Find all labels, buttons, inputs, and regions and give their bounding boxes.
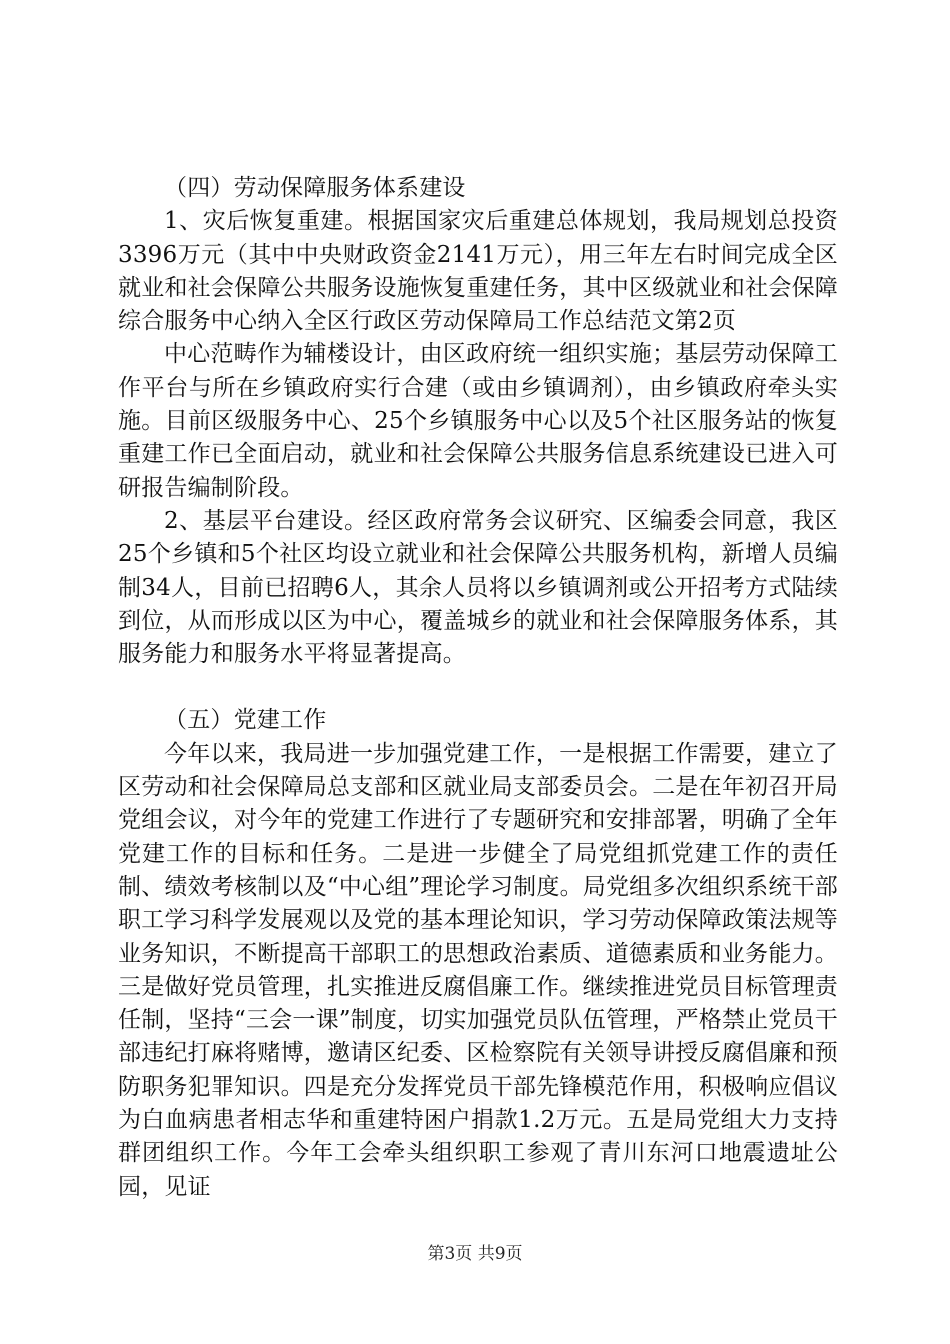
paragraph-reconstruction: 1、灾后恢复重建。根据国家灾后重建总体规划，我局规划总投资3396万元（其中中央财政资金2141万元），用三年左右时间完成全区就业和社会保障公共服务设施恢复重建任务，其中区级就业和社会保障综合服务中心纳入全区行政区劳动保障局工作总结范文第2页 [118, 208, 838, 335]
paragraph-reconstruction-continued: 中心范畴作为辅楼设计，由区政府统一组织实施；基层劳动保障工作平台与所在乡镇政府实行合建（或由乡镇调剂），由乡镇政府牵头实施。目前区级服务中心、25个乡镇服务中心以及5个社区服务站的恢复重建工作已全面启动，就业和社会保障公共服务信息系统建设已进入可研报告编制阶段。 [118, 341, 838, 501]
page-number-footer: 第3页 共9页 [427, 1244, 523, 1264]
paragraph-grassroots-platform: 2、基层平台建设。经区政府常务会议研究、区编委会同意，我区25个乡镇和5个社区均设立就业和社会保障公共服务机构，新增人员编制34人，目前已招聘6人，其余人员将以乡镇调剂或公开招考方式陆续到位，从而形成以区为中心，覆盖城乡的就业和社会保障服务体系，其服务能力和服务水平将显著提高。 [118, 507, 838, 668]
section-spacer [118, 671, 838, 704]
paragraph-party-building: 今年以来，我局进一步加强党建工作，一是根据工作需要，建立了区劳动和社会保障局总支部和区就业局支部委员会。二是在年初召开局党组会议，对今年的党建工作进行了专题研究和安排部署，明确了全年党建工作的目标和任务。二是进一步健全了局党组抓党建工作的责任制、绩效考核制以及“中心组”理论学习制度。局党组多次组织系统干部职工学习科学发展观以及党的基本理论知识，学习劳动保障政策法规等业务知识，不断提高干部职工的思想政治素质、道德素质和业务能力。三是做好党员管理，扎实推进反腐倡廉工作。继续推进党员目标管理责任制，坚持“三会一课”制度，切实加强党员队伍管理，严格禁止党员干部违纪打麻将赌博，邀请区纪委、区检察院有关领导讲授反腐倡廉和预防职务犯罪知识。四是充分发挥党员干部先锋模范作用，积极响应倡议为白血病患者相志华和重建特困户捐款1.2万元。五是局党组大力支持群团组织工作。今年工会牵头组织职工参观了青川东河口地震遗址公园，见证 [118, 740, 838, 1200]
section-heading-party-building: （五）党建工作 [164, 707, 327, 734]
document-body [118, 172, 838, 1204]
section-heading-service-system: （四）劳动保障服务体系建设 [164, 175, 466, 201]
